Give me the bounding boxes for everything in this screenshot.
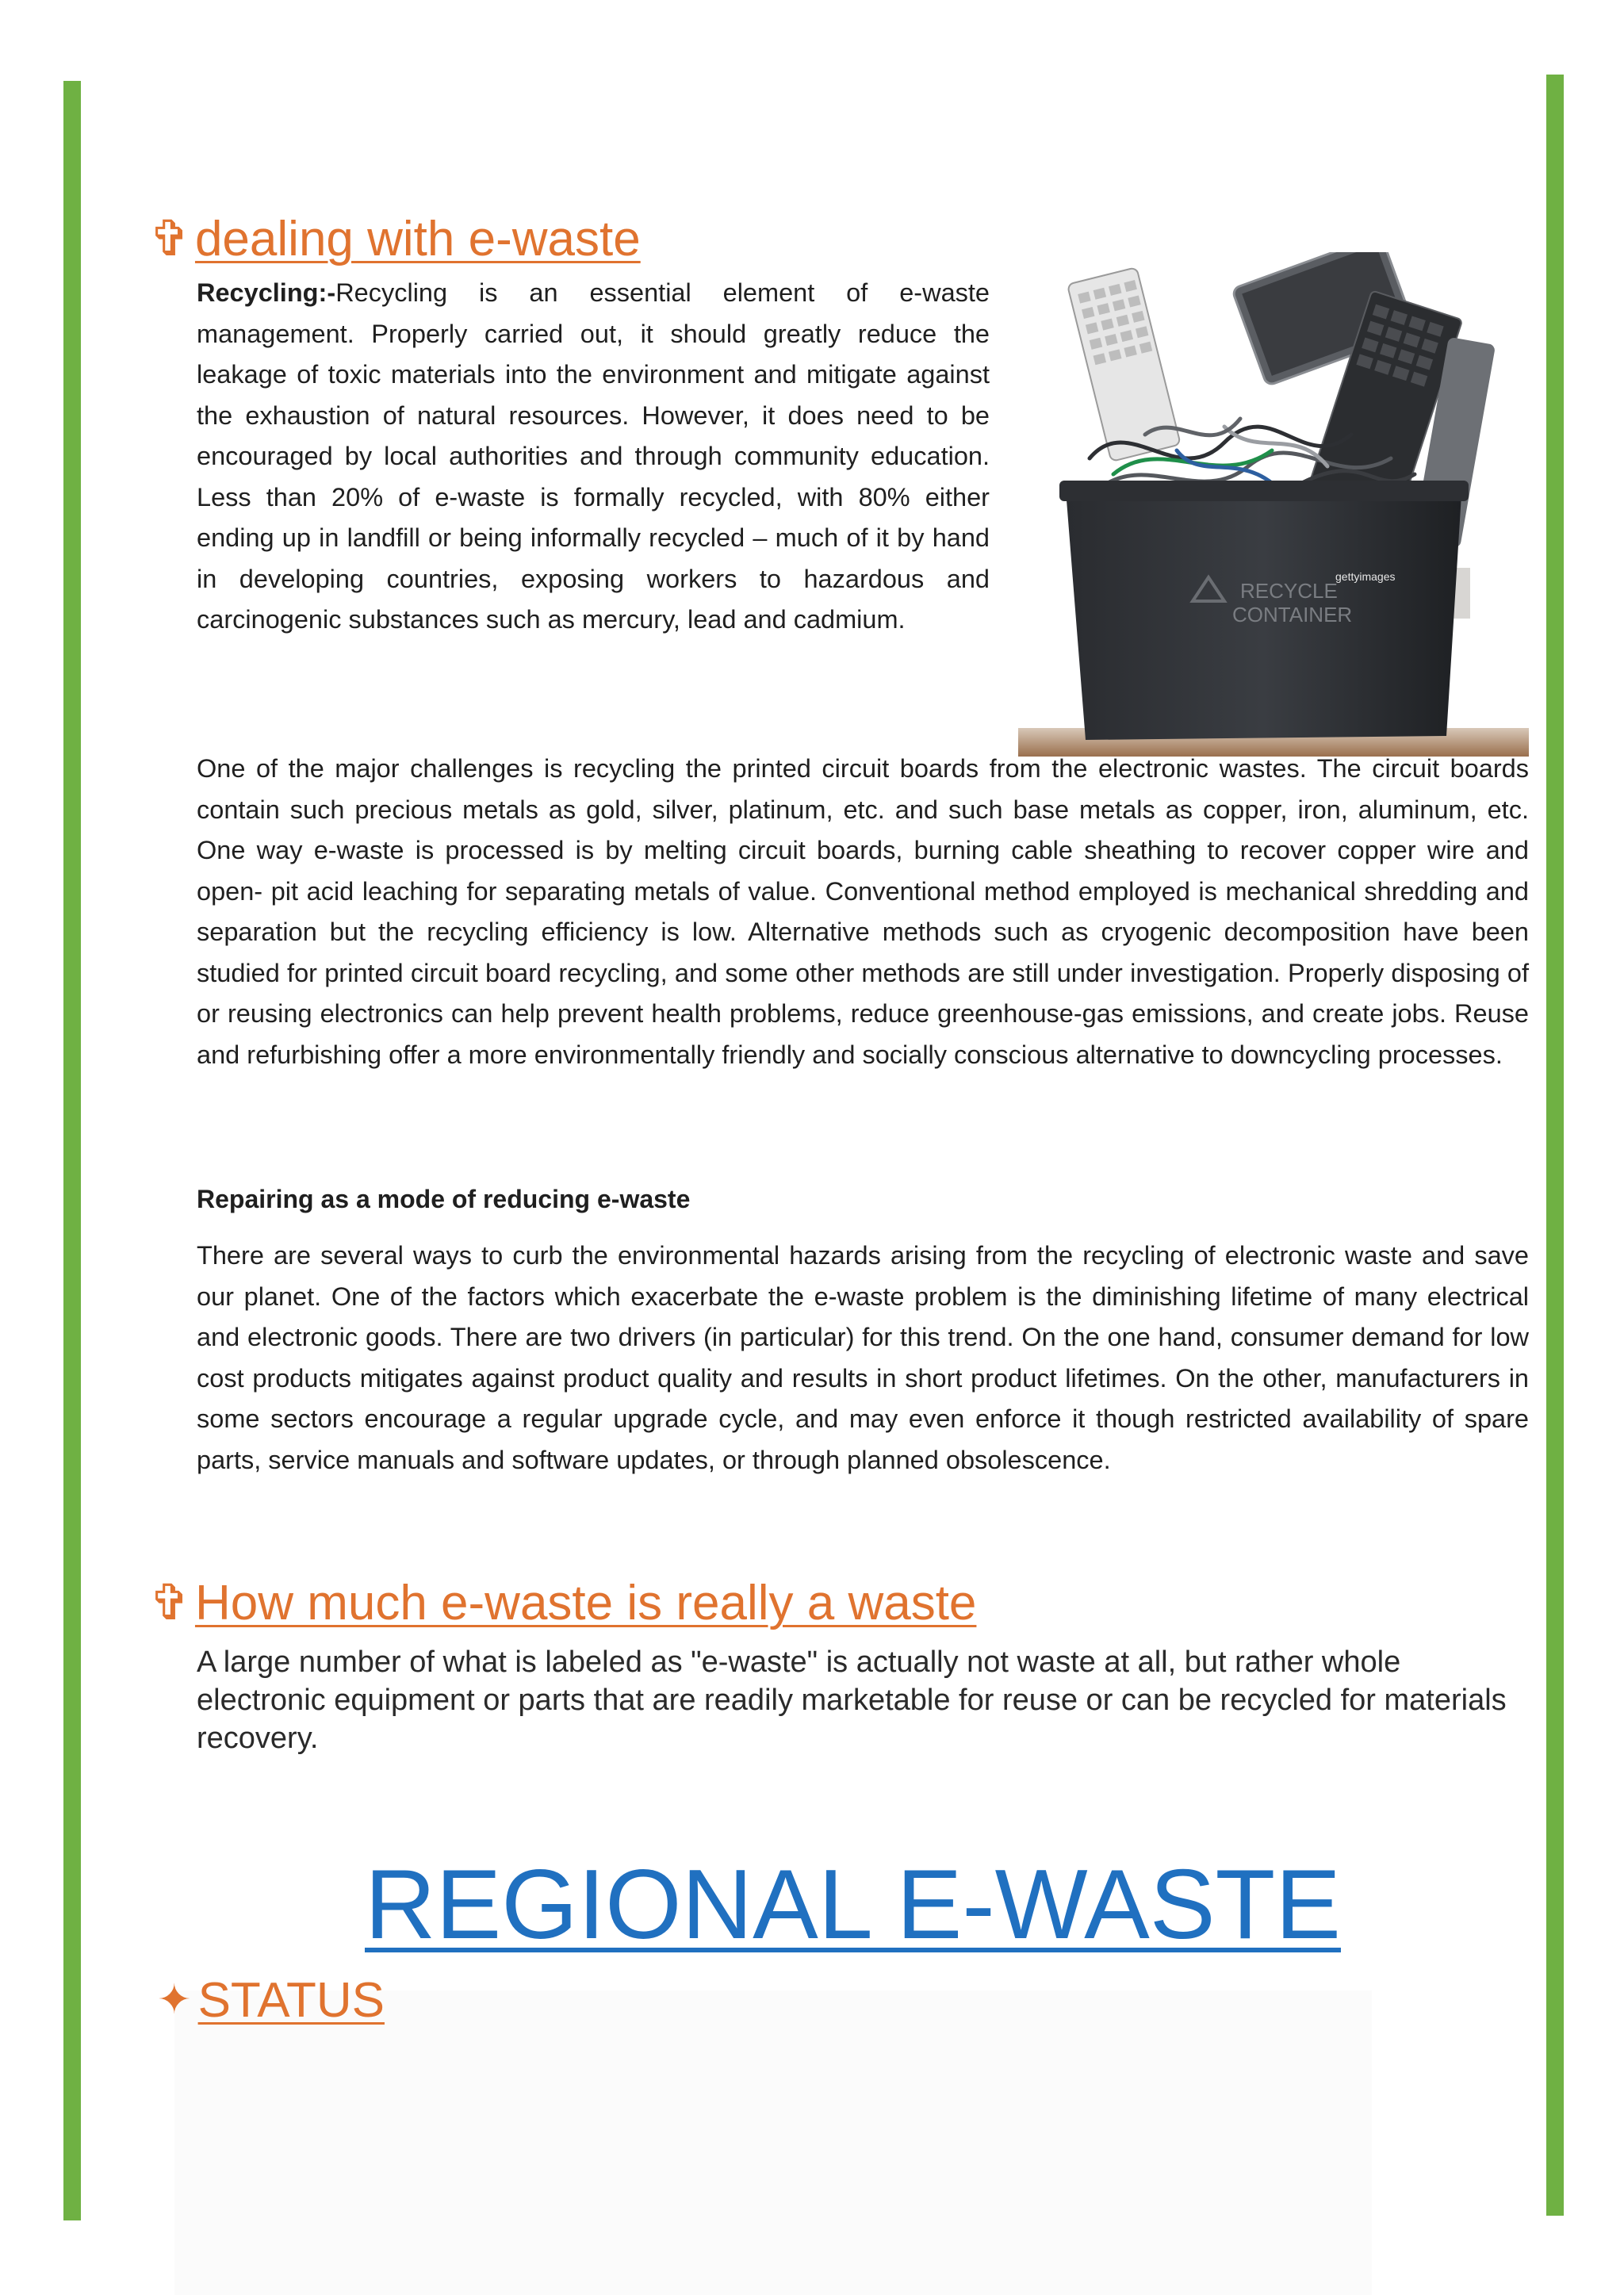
heading-text: dealing with e-waste <box>194 212 641 266</box>
status-heading <box>157 1968 385 2033</box>
left-green-border <box>63 81 81 2220</box>
container-text-recycle: RECYCLE <box>1240 579 1338 603</box>
repairing-paragraph: There are several ways to curb the environmental hazards arising from the recycling of electronic waste and save our planet. One of the factors which exacerbate the e-waste problem is the diminishing lifetime of many electrical and electronic goods. There are two drivers (in particular) for this trend. On the one hand, consumer demand for low cost products mitigates against product quality and results in short product lifetimes. On the other, manufacturers in some sectors encourage a regular upgrade cycle, and may even enforce it though restricted availability of spare parts, service manuals and software updates, or through planned obsolescence. <box>197 1241 1529 1474</box>
photo-watermark: gettyimages <box>1335 570 1396 583</box>
challenges-paragraph: One of the major challenges is recycling the printed circuit boards from the electronic wastes. The circuit boards contain such precious metals as gold, silver, platinum, etc. and such base metals as copper, iron, aluminum, etc. One way e-waste is processed is by melting circuit boards, burning cable sheathing to recover copper wire and open- pit acid leaching for separating metals of value. Conventional method employed is mechanical shredding and separation but the recycling efficiency is low. Alternative methods such as cryogenic decomposition have been studied for printed circuit board recycling, and some other methods are still under investigation. Properly disposing of or reusing electronics can help prevent health problems, reduce greenhouse-gas emissions, and create jobs. Reuse and refurbishing offer a more environmentally friendly and socially conscious alternative to downcycling processes. <box>197 754 1529 1069</box>
recycling-label: Recycling:- <box>197 278 336 307</box>
recycling-text: Recycling is an essential element of e-waste management. Properly carried out, it should greatly reduce the leakage of toxic materials into the environment and mitigate against the exhaustion of natural resources. However, it does need to be encouraged by local authorities and through community education. Less than 20% of e-waste is formally recycled, with 80% either ending up in landfill or being informally recycled – much of it by hand in developing countries, exposing workers to hazardous and carcinogenic substances such as mercury, lead and cadmium. <box>197 278 990 634</box>
heading-dealing-with-e-waste <box>149 208 641 271</box>
status-label: STATUS <box>197 1973 385 2028</box>
recycle-container-photo <box>1018 252 1529 757</box>
star-bullet-icon: ✦ <box>157 1977 192 2023</box>
heading-how-much-e-waste <box>149 1572 976 1635</box>
faint-background-panel <box>174 1990 1372 2295</box>
right-green-border <box>1546 75 1564 2216</box>
ewaste-bin-illustration <box>1018 252 1529 757</box>
regional-e-waste-title: REGIONAL E-WASTE <box>365 1850 1341 1960</box>
cross-bullet-icon: ✞ <box>149 212 190 266</box>
how-much-paragraph: A large number of what is labeled as "e-waste" is actually not waste at all, but rather whole electronic equipment or parts that are readily marketable for reuse or can be recycled for materials recovery. <box>197 1646 1507 1755</box>
container-text-container: CONTAINER <box>1232 603 1353 626</box>
repairing-subheading: Repairing as a mode of reducing e-waste <box>197 1185 691 1213</box>
heading-text: How much e-waste is really a waste <box>194 1576 977 1630</box>
cross-bullet-icon: ✞ <box>149 1576 190 1630</box>
recycling-paragraph <box>197 273 990 641</box>
